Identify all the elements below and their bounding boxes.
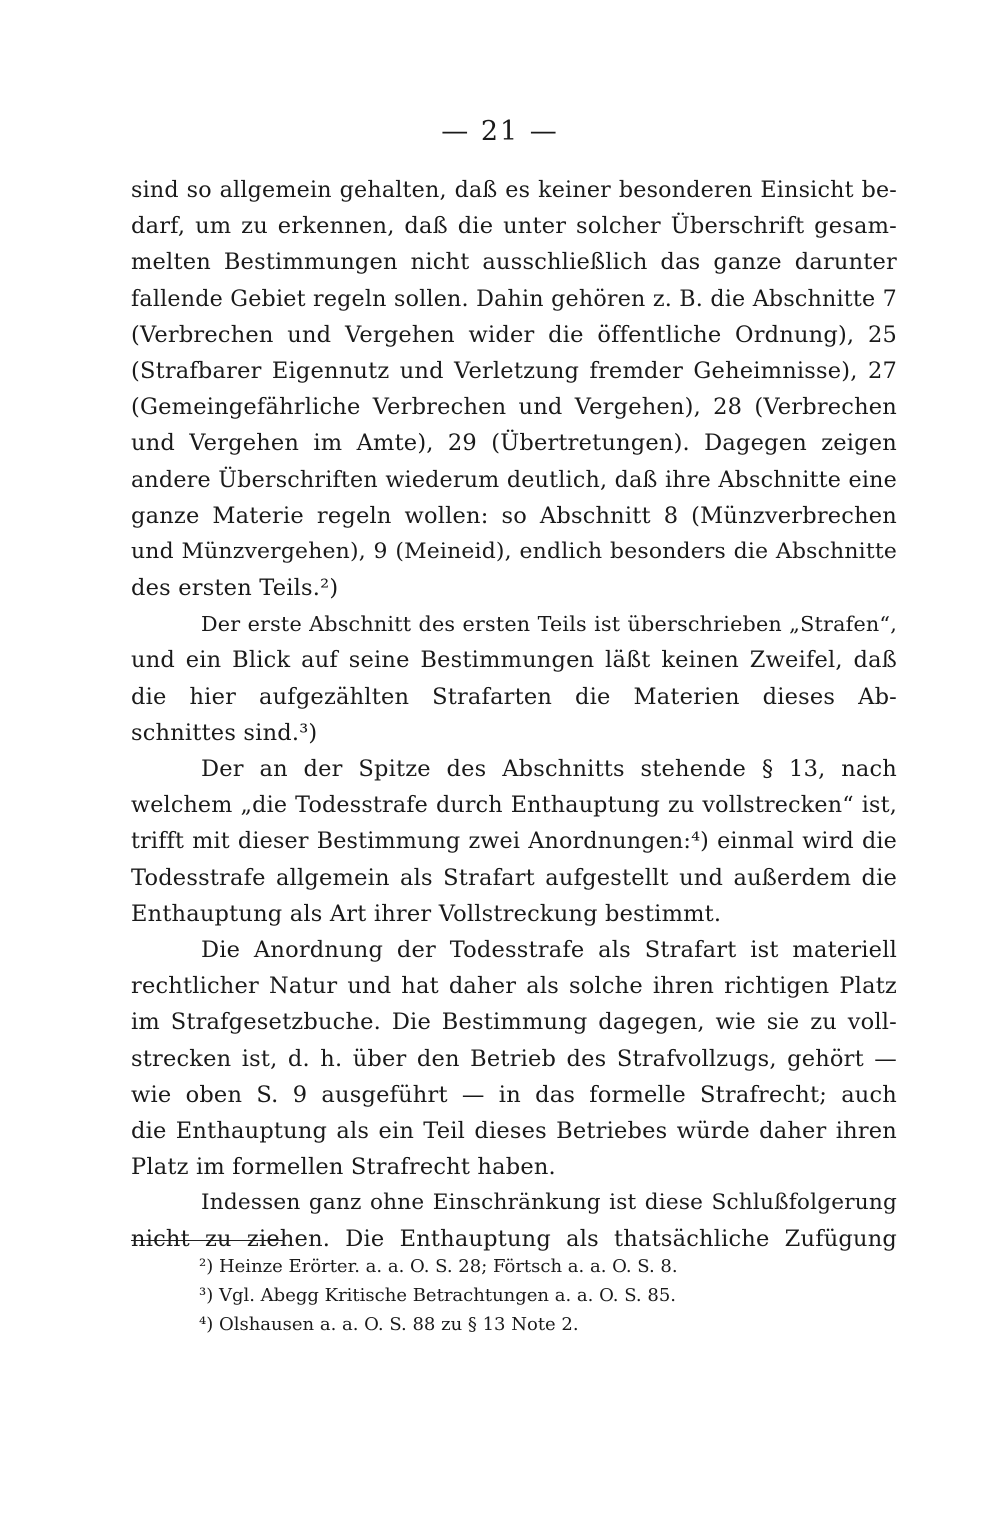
footnotes <box>199 1252 899 1339</box>
paragraph-start: Indessen ganz ohne Einschränkung ist diese Schlußfolgerung <box>201 1190 897 1216</box>
text-line: andere Überschriften wiederum deutlich, daß ihre Abschnitte eine <box>131 466 897 493</box>
text-line: und ein Blick auf seine Bestimmungen läßt keinen Zweifel, daß <box>131 647 897 674</box>
text-line: nicht zu ziehen. Die Enthauptung als thatsächliche Zufügung <box>131 1226 897 1253</box>
paragraph-start: Die Anordnung der Todesstrafe als Strafart ist materiell <box>201 936 897 963</box>
text-line: und Münzvergehen), 9 (Meineid), endlich besonders die Abschnitte <box>131 538 897 564</box>
paragraph-start: Der erste Abschnitt des ersten Teils ist überschrieben „Strafen“, <box>201 612 897 637</box>
text-line: Enthauptung als Art ihrer Vollstreckung bestimmt. <box>131 900 722 927</box>
text-line: (Gemeingefährliche Verbrechen und Vergehen), 28 (Verbrechen <box>131 394 897 421</box>
text-line: die Enthauptung als ein Teil dieses Betriebes würde daher ihren <box>131 1117 897 1144</box>
text-line: strecken ist, d. h. über den Betrieb des Strafvollzugs, gehört — <box>131 1045 897 1072</box>
text-line: rechtlicher Natur und hat daher als solche ihren richtigen Platz <box>131 973 897 1000</box>
text-line: wie oben S. 9 ausgeführt — in das formelle Strafrecht; auch <box>131 1081 897 1108</box>
text-line: welchem „die Todesstrafe durch Enthauptung zu vollstrecken“ ist, <box>131 792 897 819</box>
text-line: melten Bestimmungen nicht ausschließlich das ganze darunter <box>131 249 897 276</box>
text-line: und Vergehen im Amte), 29 (Übertretungen). Dagegen zeigen <box>131 430 897 457</box>
footnote: ³) Vgl. Abegg Kritische Betrachtungen a. a. O. S. 85. <box>199 1285 676 1306</box>
text-line: sind so allgemein gehalten, daß es keiner besonderen Einsicht be- <box>131 177 897 203</box>
page-number: — 21 — <box>441 116 559 147</box>
paragraph-start: Der an der Spitze des Abschnitts stehende § 13, nach <box>201 756 897 782</box>
text-line: fallende Gebiet regeln sollen. Dahin gehören z. B. die Abschnitte 7 <box>131 285 897 312</box>
footnote-divider <box>131 1240 284 1241</box>
text-line: des ersten Teils.²) <box>131 575 339 602</box>
text-line: ganze Materie regeln wollen: so Abschnitt 8 (Münzverbrechen <box>131 502 897 529</box>
footnote: ⁴) Olshausen a. a. O. S. 88 zu § 13 Note 2. <box>199 1314 579 1335</box>
footnote: ²) Heinze Erörter. a. a. O. S. 28; Förtsch a. a. O. S. 8. <box>199 1256 678 1277</box>
text-line: (Strafbarer Eigennutz und Verletzung fremder Geheimnisse), 27 <box>131 357 897 384</box>
text-line: darf, um zu erkennen, daß die unter solcher Überschrift gesam- <box>131 213 897 240</box>
body-text <box>131 172 897 1258</box>
text-line: Platz im formellen Strafrecht haben. <box>131 1154 556 1181</box>
text-line: (Verbrechen und Vergehen wider die öffentliche Ordnung), 25 <box>131 321 897 348</box>
text-line: die hier aufgezählten Strafarten die Materien dieses Ab- <box>131 683 897 710</box>
text-line: Todesstrafe allgemein als Strafart aufgestellt und außerdem die <box>131 864 897 891</box>
text-line: schnittes sind.³) <box>131 719 318 746</box>
text-line: trifft mit dieser Bestimmung zwei Anordnungen:⁴) einmal wird die <box>131 828 897 855</box>
text-line: im Strafgesetzbuche. Die Bestimmung dagegen, wie sie zu voll- <box>131 1009 897 1036</box>
